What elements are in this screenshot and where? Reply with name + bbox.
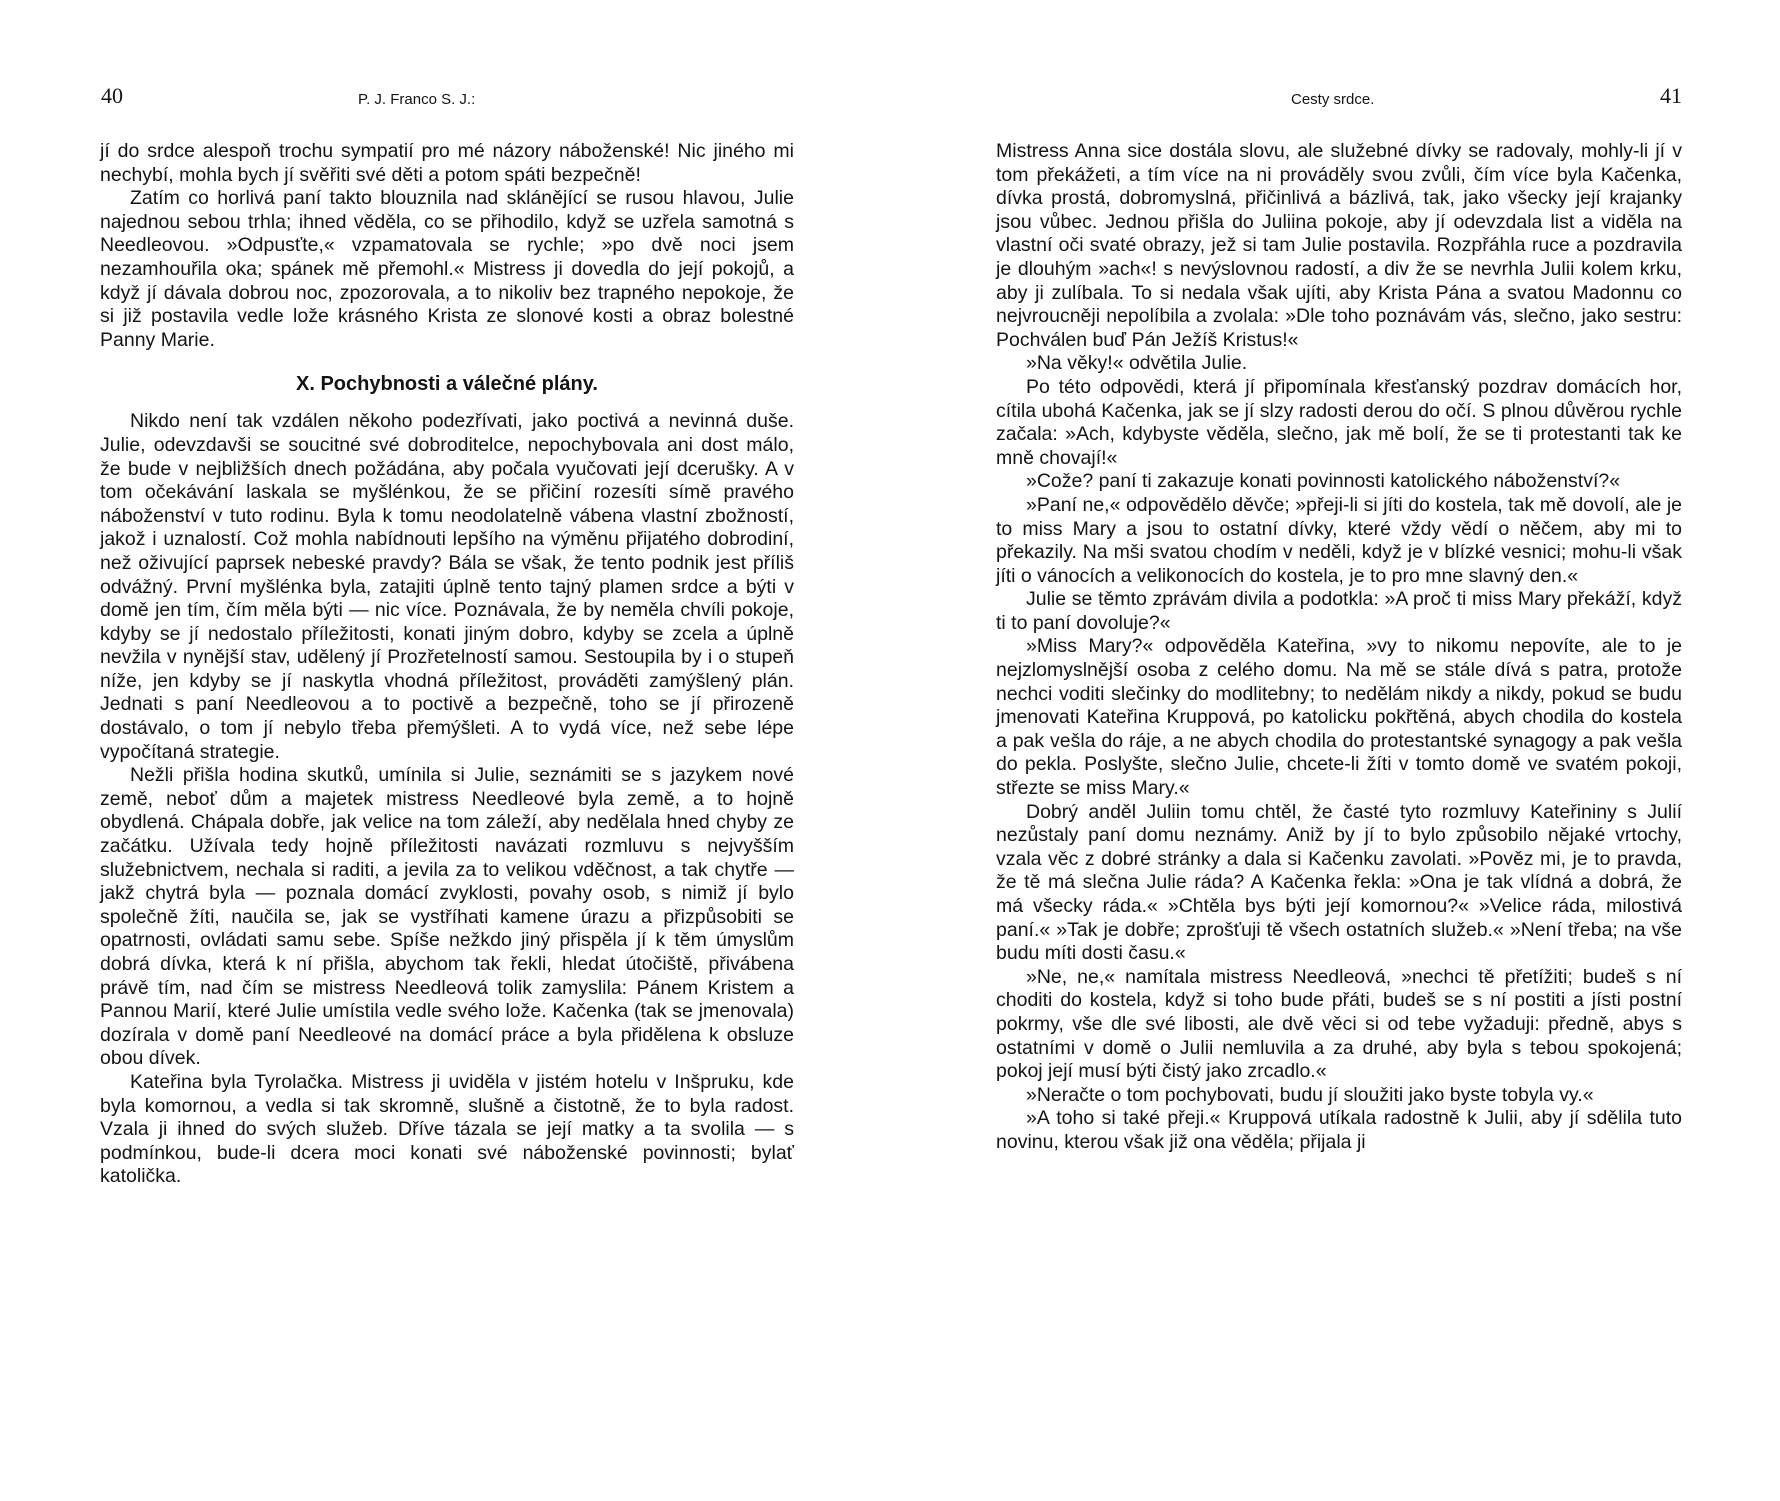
- section-heading: X. Pochybnosti a válečné plány.: [296, 373, 598, 396]
- right-paragraph-6: Julie se těmto zprávám divila a podotkla: »A proč ti miss Mary překáží, když ti to paní dovoluje?«: [996, 588, 1682, 634]
- right-paragraph-4: »Cože? paní ti zakazuje konati povinnosti katolického náboženství?«: [1026, 470, 1621, 493]
- left-paragraph-5: Kateřina byla Tyrolačka. Mistress ji uviděla v jistém hotelu v Inšpruku, kde byla komornou, a vedla si tak skromně, slušně a čistotně, že to byla radost. Vzala ji ihned do svých služeb. Dříve tázala se její matky a ta svolila — s podmínkou, bude-li dcera moci konati své náboženské povinnosti; bylať katolička.: [100, 1070, 794, 1188]
- left-page-number: 40: [101, 83, 123, 108]
- right-body-text: [996, 140, 1682, 1155]
- right-paragraph-9: »Ne, ne,« namítala mistress Needleová, »nechci tě přetížiti; budeš s ní choditi do kostela, když si toho bude přáti, budeš se s ní postiti a jísti postní pokrmy, vše dle své libosti, ale dvě věci si od tebe vyžaduji: předně, abys s ostatními v domě o Julii nemluvila a za druhé, aby byla s tebou spokojená; pokoj její musí býti čistý jako zrcadlo.«: [996, 965, 1682, 1083]
- right-paragraph-5: »Paní ne,« odpovědělo děvče; »přeji-li si jíti do kostela, tak mě dovolí, ale je to miss Mary a jsou to ostatní dívky, které vždy vědí o něčem, aby mi to překazily. Na mši svatou chodím v neděli, když je v blízké vesnici; mohu-li však jíti o vánocích a velikonocích do kostela, je to pro mne slavný den.«: [996, 493, 1682, 587]
- left-paragraph-3: Nikdo není tak vzdálen někoho podezřívati, jako poctivá a nevinná duše. Julie, odevzdavši se soucitné své dobroditelce, nepochybovala ani dost málo, že bude v nejbližších dnech požádána, aby počala vyučovati její dcerušky. A v tom očekávání laskala se myšlénkou, že se přičiní rozesíti símě pravého náboženství v tuto rodinu. Byla k tomu neodolatelně vábena vlastní zbožností, jakož i uznalostí. Což mohla nabídnouti lepšího na výměnu přijatého dobrodiní, než oživující paprsek nebeské pravdy? Bála se však, že tento podnik jest příliš odvážný. První myšlénka byla, zatajiti úplně tento tajný plamen srdce a býti v domě jen tím, čím měla býti — nic více. Poznávala, že by neměla chvíli pokoje, kdyby se jí nedostalo příležitosti, konati jiným dobro, kdyby se zcela a úplně nevžila v nynější stav, udělený jí Prozřetelností samou. Sestoupila by i o stupeň níže, jen kdyby se jí naskytla vhodná příležitost, prováděti zamýšlený plán. Jednati s paní Needleovou a to poctivě a bezpečně, toho se jí přirozeně dostávalo, o tom jí nebylo třeba přemýšleti. A to vydá více, než sebe lépe vypočítaná strategie.: [100, 410, 794, 763]
- right-paragraph-11: »A toho si také přeji.« Kruppová utíkala radostně k Julii, aby jí sdělila tuto novinu, kterou však již ona věděla; přijala ji: [996, 1107, 1682, 1153]
- left-body-text: [100, 140, 794, 1189]
- right-paragraph-3: Po této odpovědi, která jí připomínala křesťanský pozdrav domácích hor, cítila ubohá Kačenka, jak se jí slzy radosti derou do očí. S plnou důvěrou rychle začala: »Ach, kdybyste věděla, slečno, jak mě bolí, že se ti protestanti tak ke mně chovají!«: [996, 375, 1682, 469]
- right-paragraph-7: »Miss Mary?« odpověděla Kateřina, »vy to nikomu nepovíte, ale to je nejzlomyslnější osoba z celého domu. Na mě se stále dívá s patra, protože nechci voditi slečinky do modlitebny; to nedělám nikdy a nikdy, pokud se budu jmenovati Kateřina Kruppová, po katolicku pokřtěná, abych chodila do kostela a pak vešla do ráje, a ne abych chodila do protestantské synagogy a pak vešla do pekla. Poslyšte, slečno Julie, chcete-li žíti v tomto domě ve svatém pokoji, střezte se miss Mary.«: [996, 635, 1682, 800]
- left-running-head: P. J. Franco S. J.:: [358, 91, 476, 108]
- left-paragraph-4: Nežli přišla hodina skutků, umínila si Julie, seznámiti se s jazykem nové země, neboť dům a majetek mistress Needleové byla země, a to hojně obydlená. Chápala dobře, jak velice na tom záleží, aby nedělala hned chyby ze začátku. Užívala tedy hojně příležitosti navázati rozmluvu s nejvyšším služebnictvem, nechala si raditi, a jevila za to velikou vděčnost, a tak chytře — jakž chytrá byla — poznala domácí zvyklosti, povahy osob, s nimiž jí bylo společně žíti, naučila se, jak se vystříhati kamene úrazu a přizpůsobiti se opatrnosti, ovládati samu sebe. Spíše nežkdo jiný přispěla jí k těm úmyslům dobrá dívka, která k ní přišla, abychom tak řekli, hledat útočiště, přivábena právě tím, nad čím se mistress Needleová tolik zamyslila: Pánem Kristem a Pannou Marií, které Julie umístila vedle svého lože. Kačenka (tak se jmenovala) dozírala v domě paní Needleové na domácí práce a byla přidělena k obsluze obou dívek.: [100, 764, 794, 1070]
- left-paragraph-1: jí do srdce alespoň trochu sympatií pro mé názory náboženské! Nic jiného mi nechybí, mohla bych jí svěřiti své děti a potom spáti bezpečně!: [100, 140, 794, 186]
- right-paragraph-10: »Neračte o tom pochybovati, budu jí sloužiti jako byste tobyla vy.«: [1026, 1083, 1594, 1106]
- left-paragraph-2: Zatím co horlivá paní takto blouznila nad sklánějící se rusou hlavou, Julie najednou sebou trhla; ihned věděla, co se přihodilo, když se uzřela samotná s Needleovou. »Odpusťte,« vzpamatovala se rychle; »po dvě noci jsem nezamhouřila oka; spánek mě přemohl.« Mistress ji dovedla do její pokojů, a když jí dávala dobrou noc, zpozorovala, a to nikoliv bez trapného nepokoje, že si již postavila vedle lože krásného Krista ze slonové kosti a obraz bolestné Panny Marie.: [100, 187, 794, 351]
- right-paragraph-2: »Na věky!« odvětila Julie.: [1026, 352, 1248, 375]
- right-page-number: 41: [1660, 83, 1682, 108]
- right-paragraph-1: Mistress Anna sice dostála slovu, ale služebné dívky se radovaly, mohly-li jí v tom překážeti, a tím více na ni prováděly svou zvůli, čím více byla Kačenka, dívka prostá, dobromyslná, přičinlivá a bázlivá, tak, jako všecky její krajanky jsou vůbec. Jednou přišla do Juliina pokoje, aby jí odevzdala list a viděla na vlastní oči svaté obrazy, jež si tam Julie postavila. Rozpřáhla ruce a pozdravila je dlouhým »ach«! s nevýslovnou radostí, a div že se nevrhla Julii kolem krku, aby ji zulíbala. To si nedala však ujíti, aby Krista Pána a svatou Madonnu co nejvroucněji nepolíbila a zvolala: »Dle toho poznávám vás, slečno, jako sestru: Pochválen buď Pán Ježíš Kristus!«: [996, 140, 1682, 351]
- right-page: [890, 0, 1780, 1501]
- right-running-head: Cesty srdce.: [1291, 91, 1375, 108]
- right-paragraph-8: Dobrý anděl Juliin tomu chtěl, že časté tyto rozmluvy Kateřininy s Julií nezůstaly paní domu neznámy. Aniž by jí to bylo způsobilo nějaké vrtochy, vzala věc z dobré stránky a dala si Kačenku zavolati. »Pověz mi, je to pravda, že tě má slečna Julie ráda? A Kačenka řekla: »Ona je tak vlídná a dobrá, že má všecky ráda.« »Chtěla bys býti její komornou?« »Velice ráda, milostivá paní.« »Tak je dobře; zprošťuji tě všech ostatních služeb.« »Není třeba; na vše budu míti dosti času.«: [996, 800, 1682, 965]
